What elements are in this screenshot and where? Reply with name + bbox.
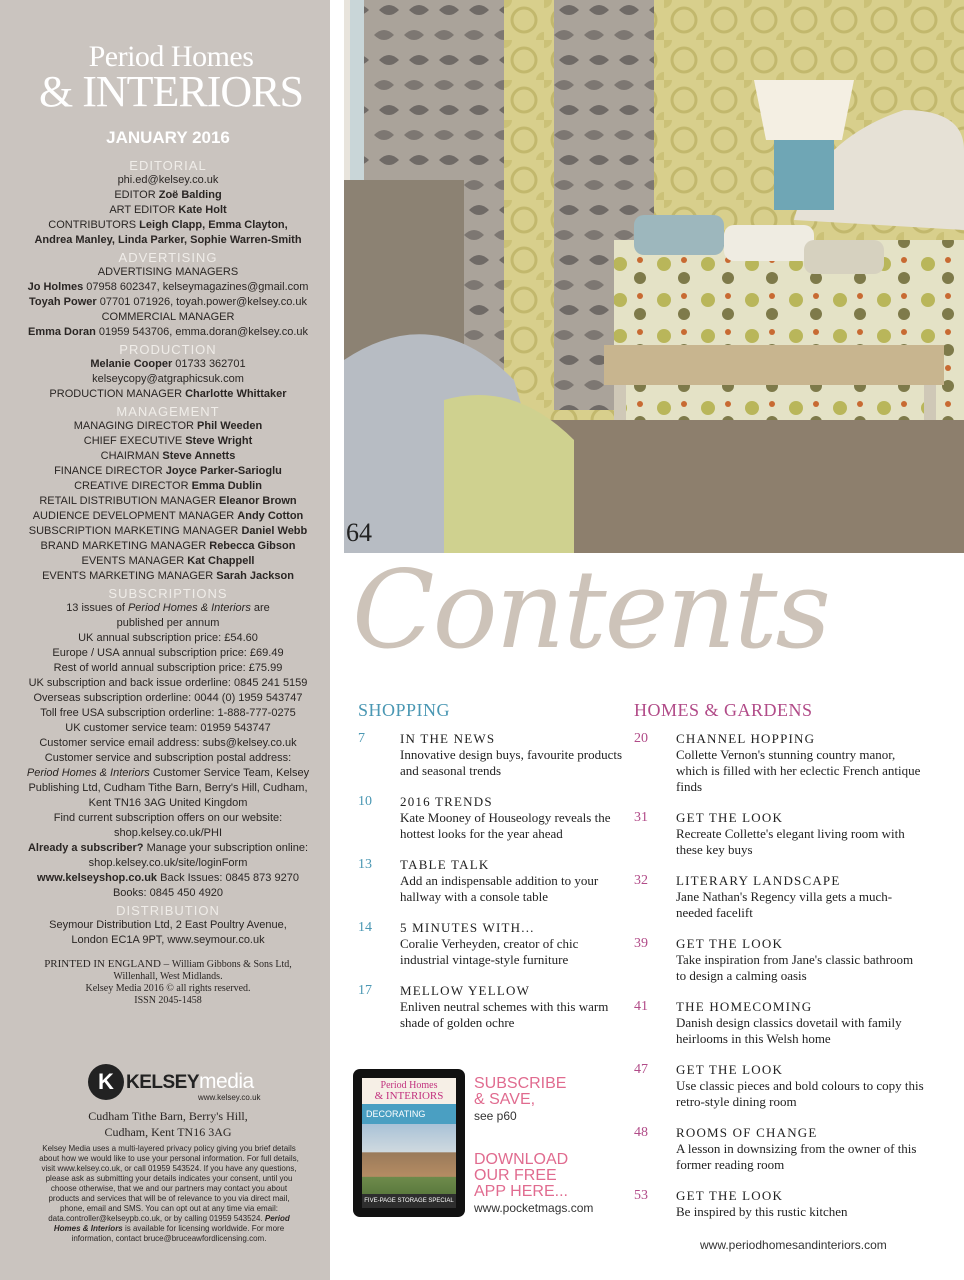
advertising-heading: ADVERTISING	[118, 250, 218, 265]
entry-page-number: 47	[634, 1062, 648, 1077]
management-row: AUDIENCE DEVELOPMENT MANAGER Andy Cotton	[32, 510, 304, 522]
management-row: FINANCE DIRECTOR Joyce Parker-Sarioglu	[54, 465, 282, 477]
entry-description: Add an indispensable addition to your hallway with a console table	[400, 873, 599, 904]
subs-line: Already a subscriber? Manage your subscription online:	[27, 842, 309, 854]
website-url[interactable]: www.periodhomesandinteriors.com	[700, 1238, 887, 1252]
subs-line: Toll free USA subscription orderline: 1-888-777-0275	[40, 707, 296, 719]
subs-line: UK subscription and back issue orderline: 0845 241 5159	[28, 677, 308, 689]
kelsey-media-logo: K KELSEYmedia www.kelsey.co.uk	[88, 1064, 268, 1106]
entry-title: 2016 TRENDS	[400, 794, 493, 809]
pocketmags-url: www.pocketmags.com	[474, 1201, 594, 1215]
entry-title: IN THE NEWS	[400, 731, 496, 746]
contents-entry[interactable]	[634, 936, 924, 999]
entry-page-number: 14	[358, 920, 372, 935]
subs-line: Rest of world annual subscription price: £75.99	[53, 662, 283, 674]
management-row: CREATIVE DIRECTOR Emma Dublin	[74, 480, 262, 492]
subs-line: published per annum	[116, 617, 220, 629]
contents-entry[interactable]	[358, 983, 628, 1046]
entry-description: Use classic pieces and bold colours to copy this retro-style dining room	[676, 1078, 924, 1109]
entry-description: A lesson in downsizing from the owner of this former reading room	[676, 1141, 917, 1172]
subs-line: Europe / USA annual subscription price: £69.49	[52, 647, 284, 659]
subs-line: Kent TN16 3AG United Kingdom	[88, 797, 248, 809]
entry-description: Be inspired by this rustic kitchen	[676, 1204, 848, 1219]
entry-description: Coralie Verheyden, creator of chic industrial vintage-style furniture	[400, 936, 579, 967]
subscriptions-heading: SUBSCRIPTIONS	[108, 586, 228, 601]
entry-title: MELLOW YELLOW	[400, 983, 531, 998]
entry-page-number: 41	[634, 999, 648, 1014]
production-heading: PRODUCTION	[119, 342, 217, 357]
entry-description: Kate Mooney of Houseology reveals the hottest looks for the year ahead	[400, 810, 611, 841]
editorial-email: phi.ed@kelsey.co.uk	[117, 174, 219, 186]
masthead-line1: Period Homes	[88, 40, 254, 73]
management-row: SUBSCRIPTION MARKETING MANAGER Daniel Webb	[28, 525, 308, 537]
printed-info: PRINTED IN ENGLAND – William Gibbons & Sons Ltd,	[44, 958, 292, 970]
sidebar	[0, 0, 330, 1280]
homes-gardens-section	[634, 700, 924, 1228]
entry-description: Jane Nathan's Regency villa gets a much-needed facelift	[676, 889, 893, 920]
issue-date: JANUARY 2016	[106, 128, 230, 147]
entry-page-number: 48	[634, 1125, 648, 1140]
editorial-heading: EDITORIAL	[129, 158, 207, 173]
entry-page-number: 32	[634, 873, 648, 888]
entry-title: LITERARY LANDSCAPE	[676, 873, 841, 888]
subs-link[interactable]: shop.kelsey.co.uk/PHI	[113, 827, 222, 839]
subs-line: Period Homes & Interiors Customer Service Team, Kelsey	[26, 767, 310, 779]
subs-line: Customer service and subscription postal address:	[44, 752, 292, 764]
entry-page-number: 31	[634, 810, 648, 825]
entry-title: GET THE LOOK	[676, 810, 784, 825]
contents-entry[interactable]	[634, 731, 924, 810]
entry-title: GET THE LOOK	[676, 1188, 784, 1203]
production-contact: Melanie Cooper 01733 362701	[90, 358, 246, 370]
entry-title: GET THE LOOK	[676, 936, 784, 951]
entry-title: 5 MINUTES WITH...	[400, 920, 535, 935]
masthead-line2: & INTERIORS	[39, 67, 303, 116]
entry-description: Recreate Collette's elegant living room with these key buys	[676, 826, 905, 857]
kelsey-k-icon: K	[88, 1064, 124, 1100]
printed-info: Willenhall, West Midlands.	[113, 971, 223, 982]
entry-page-number: 7	[358, 731, 365, 746]
contributors-line-2: Andrea Manley, Linda Parker, Sophie Warren-Smith	[34, 234, 302, 246]
tablet-masthead: Period Homes	[380, 1080, 438, 1091]
contents-entry[interactable]	[634, 1062, 924, 1125]
subs-login-link[interactable]: shop.kelsey.co.uk/site/loginForm	[88, 857, 248, 869]
contents-entry[interactable]	[634, 873, 924, 936]
subs-line: UK customer service team: 01959 543747	[65, 722, 271, 734]
management-heading: MANAGEMENT	[116, 404, 220, 419]
shopping-heading: SHOPPING	[358, 700, 451, 720]
privacy-notice: Kelsey Media uses a multi-layered privacy policy giving you brief details about how we would like to use your personal information. For full details, visit www.kelsey.co.uk, or call 01959 543524. If you have any questions, please ask as submitting your details indicates your consent, until you choose otherwise, that we and our partners may contact you about products and services that will be of relevance to you via direct mail, phone, email and SMS. You can opt out at any time via email: data.controller@kelseypb.co.uk, or by calling 01959 543524. Period Homes & Interiors is available for licensing worldwide. For more information, contact bruce@bruceawfordlicensing.com.	[39, 1144, 299, 1243]
download-app-promo[interactable]: DOWNLOAD OUR FREE APP HERE... www.pocketmags.com	[474, 1151, 594, 1215]
contents-title: Contents	[352, 548, 829, 673]
advertising-managers-label: ADVERTISING MANAGERS	[97, 266, 239, 278]
subs-line: www.kelseyshop.co.uk Back Issues: 0845 873 9270	[37, 872, 299, 884]
ad-manager-2: Toyah Power 07701 071926, toyah.power@kelsey.co.uk	[29, 296, 307, 308]
tablet-cover-footer: FIVE-PAGE STORAGE SPECIAL	[362, 1194, 456, 1208]
bedroom-illustration	[344, 0, 964, 553]
management-row: EVENTS MARKETING MANAGER Sarah Jackson	[42, 570, 294, 582]
subs-line: Publishing Ltd, Cudham Tithe Barn, Berry's Hill, Cudham,	[28, 782, 308, 794]
hero-page-number: 64	[346, 518, 372, 547]
editor-line: EDITOR Zoë Balding	[114, 189, 222, 201]
ad-manager-1: Jo Holmes 07958 602347, kelseymagazines@gmail.com	[27, 281, 309, 293]
subs-line: UK annual subscription price: £54.60	[78, 632, 258, 644]
entry-title: THE HOMECOMING	[676, 999, 813, 1014]
management-row: CHAIRMAN Steve Annetts	[100, 450, 236, 462]
entry-description: Take inspiration from Jane's classic bathroom to design a calming oasis	[676, 952, 914, 983]
printed-info: Kelsey Media 2016 © all rights reserved.	[85, 983, 251, 994]
publisher-address: Cudham Tithe Barn, Berry's Hill, Cudham, Kent TN16 3AG	[88, 1109, 248, 1139]
entry-title: GET THE LOOK	[676, 1062, 784, 1077]
entry-page-number: 17	[358, 983, 372, 998]
contents-entry[interactable]	[358, 857, 628, 920]
entry-page-number: 13	[358, 857, 372, 872]
subscribe-promo[interactable]: SUBSCRIBE & SAVE, see p60	[474, 1075, 567, 1123]
subs-line: Overseas subscription orderline: 0044 (0) 1959 543747	[33, 692, 303, 704]
tablet-masthead-2: & INTERIORS	[374, 1090, 444, 1102]
homes-gardens-heading: HOMES & GARDENS	[634, 700, 813, 720]
shopping-section	[358, 700, 628, 1046]
management-row: RETAIL DISTRIBUTION MANAGER Eleanor Brown	[39, 495, 297, 507]
contributors-line: CONTRIBUTORS Leigh Clapp, Emma Clayton,	[48, 219, 288, 231]
production-manager: PRODUCTION MANAGER Charlotte Whittaker	[49, 388, 287, 400]
distribution-heading: DISTRIBUTION	[116, 903, 220, 918]
printed-info: ISSN 2045-1458	[134, 995, 202, 1006]
contents-entry[interactable]	[358, 794, 628, 857]
entry-title: TABLE TALK	[400, 857, 490, 872]
contents-entry[interactable]	[634, 1125, 924, 1188]
entry-page-number: 53	[634, 1188, 648, 1203]
distribution-line: Seymour Distribution Ltd, 2 East Poultry Avenue,	[49, 919, 287, 931]
contents-entry[interactable]	[358, 731, 628, 794]
subs-line: Customer service email address: subs@kelsey.co.uk	[39, 737, 297, 749]
entry-description: Collette Vernon's stunning country manor, which is filled with her eclectic French antique finds	[676, 747, 921, 794]
staff-credits	[8, 156, 328, 1007]
management-row: MANAGING DIRECTOR Phil Weeden	[73, 420, 263, 432]
tablet-screen	[362, 1078, 456, 1208]
entry-description: Danish design classics dovetail with family heirlooms in this Welsh home	[676, 1015, 902, 1046]
subs-line: Find current subscription offers on our website:	[53, 812, 283, 824]
tablet-cover-image[interactable]	[353, 1069, 465, 1217]
kelsey-url: www.kelsey.co.uk	[198, 1093, 261, 1102]
entry-page-number: 10	[358, 794, 372, 809]
art-editor-line: ART EDITOR Kate Holt	[109, 204, 227, 216]
entry-page-number: 20	[634, 731, 648, 746]
subs-line: Books: 0845 450 4920	[112, 887, 224, 899]
entry-title: CHANNEL HOPPING	[676, 731, 816, 746]
management-row: BRAND MARKETING MANAGER Rebecca Gibson	[40, 540, 296, 552]
tablet-cover-photo	[362, 1124, 456, 1194]
management-row: EVENTS MANAGER Kat Chappell	[81, 555, 255, 567]
entry-description: Enliven neutral schemes with this warm shade of golden ochre	[400, 999, 609, 1030]
commercial-manager-label: COMMERCIAL MANAGER	[101, 311, 235, 323]
production-email: kelseycopy@atgraphicsuk.com	[92, 373, 244, 385]
hero-bedroom-photo	[344, 0, 964, 553]
entry-title: ROOMS OF CHANGE	[676, 1125, 818, 1140]
management-row: CHIEF EXECUTIVE Steve Wright	[83, 435, 253, 447]
distribution-line: London EC1A 9PT, www.seymour.co.uk	[71, 934, 265, 946]
commercial-manager: Emma Doran 01959 543706, emma.doran@kelsey.co.uk	[27, 326, 308, 338]
subs-line: 13 issues of Period Homes & Interiors are	[66, 602, 270, 614]
contents-entry[interactable]	[634, 810, 924, 873]
contents-entry[interactable]	[634, 999, 924, 1062]
tablet-cover-band: DECORATING	[362, 1104, 456, 1124]
entry-description: Innovative design buys, favourite products and seasonal trends	[400, 747, 623, 778]
entry-page-number: 39	[634, 936, 648, 951]
contents-entry[interactable]	[634, 1188, 924, 1228]
contents-entry[interactable]	[358, 920, 628, 983]
